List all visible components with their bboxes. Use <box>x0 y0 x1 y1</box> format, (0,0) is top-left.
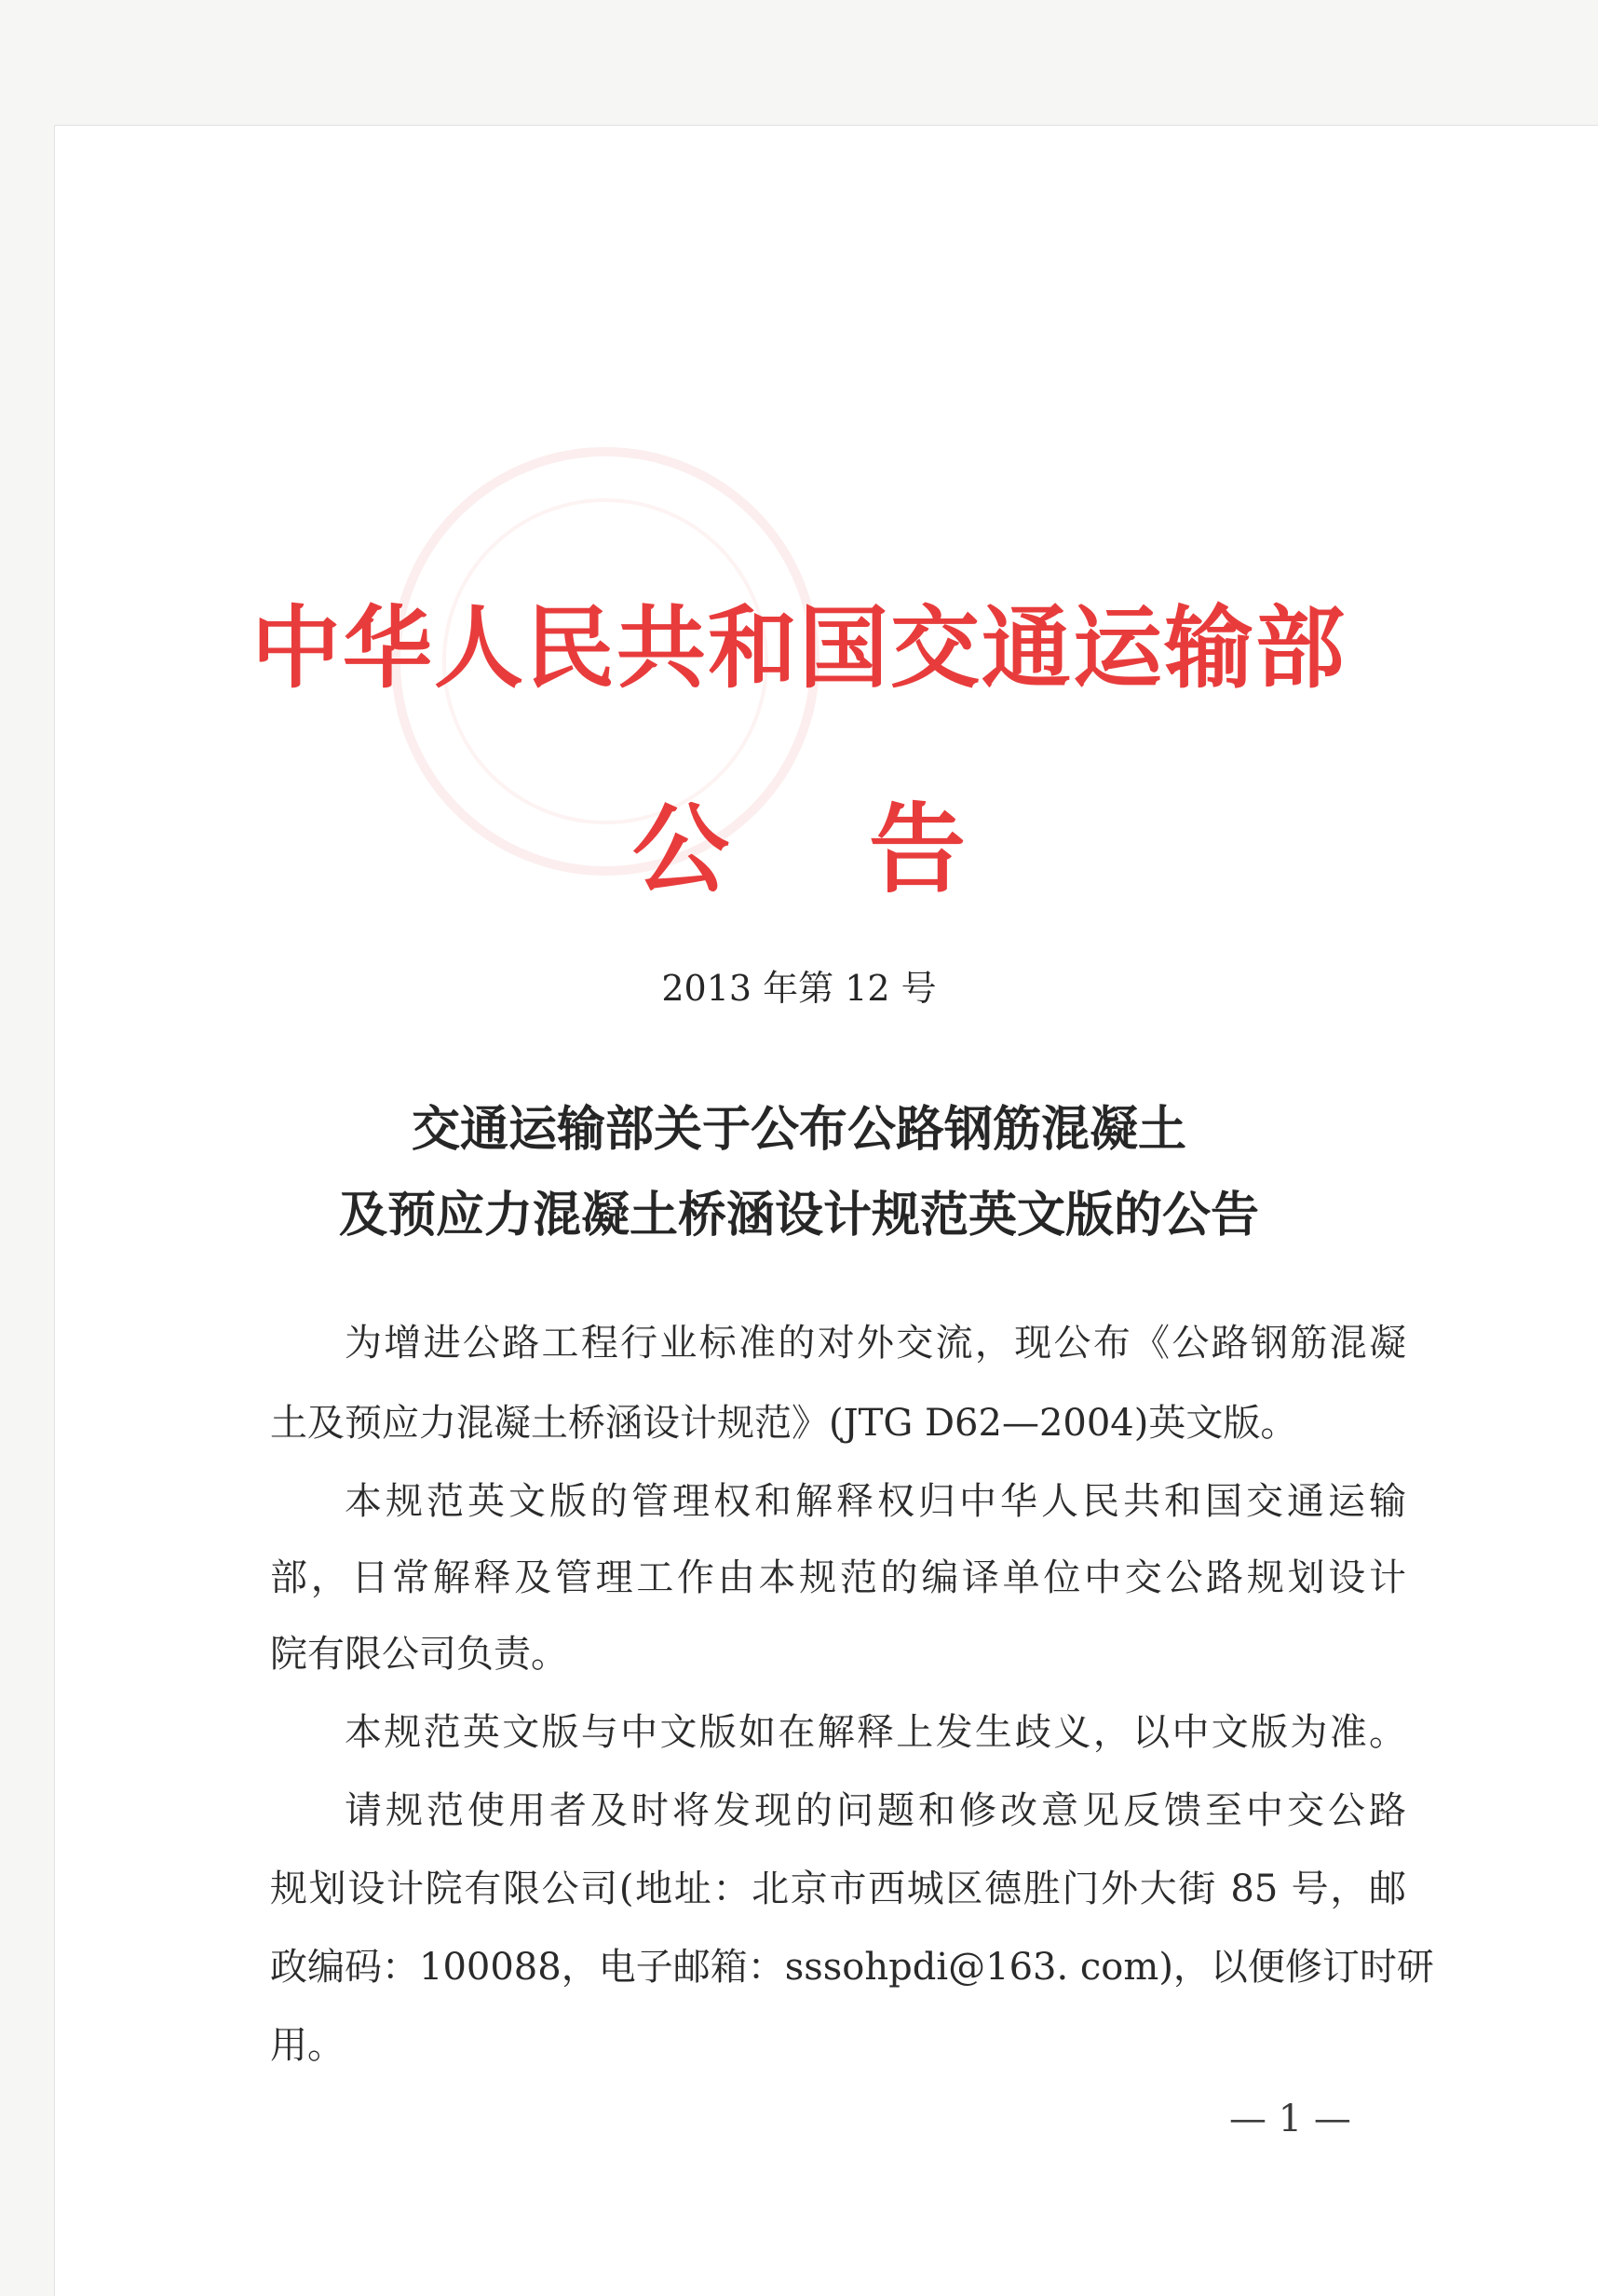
page-number: — 1 — <box>1229 2098 1351 2140</box>
paragraph-4-line-4: 用。 <box>270 2024 345 2067</box>
issuing-agency-header: 中华人民共和国交通运输部 <box>251 596 1347 700</box>
paragraph-2-line-1: 本规范英文版的管理权和解释权归中华人民共和国交通运输 <box>345 1480 1406 1523</box>
document-number: 2013 年第 12 号 <box>661 968 937 1009</box>
document-title-line-2: 及预应力混凝土桥涵设计规范英文版的公告 <box>338 1188 1259 1243</box>
document-type-header: 公告 <box>631 793 1105 906</box>
paragraph-2-line-3: 院有限公司负责。 <box>270 1633 568 1676</box>
paragraph-1-line-2: 土及预应力混凝土桥涵设计规范》(JTG D62—2004)英文版。 <box>270 1402 1298 1445</box>
paragraph-1-line-1: 为增进公路工程行业标准的对外交流，现公布《公路钢筋混凝 <box>345 1322 1406 1365</box>
paragraph-4-line-3: 政编码：100088，电子邮箱：sssohpdi@163. com)，以便修订时研 <box>270 1946 1434 1989</box>
paragraph-3-line-1: 本规范英文版与中文版如在解释上发生歧义，以中文版为准。 <box>345 1711 1406 1754</box>
document-title-line-1: 交通运输部关于公布公路钢筋混凝土 <box>411 1102 1186 1158</box>
paragraph-2-line-2: 部，日常解释及管理工作由本规范的编译单位中交公路规划设计 <box>270 1556 1406 1599</box>
paragraph-4-line-1: 请规范使用者及时将发现的问题和修改意见反馈至中交公路 <box>345 1789 1406 1832</box>
paragraph-4-line-2: 规划设计院有限公司(地址：北京市西城区德胜门外大街 85 号，邮 <box>270 1868 1406 1910</box>
